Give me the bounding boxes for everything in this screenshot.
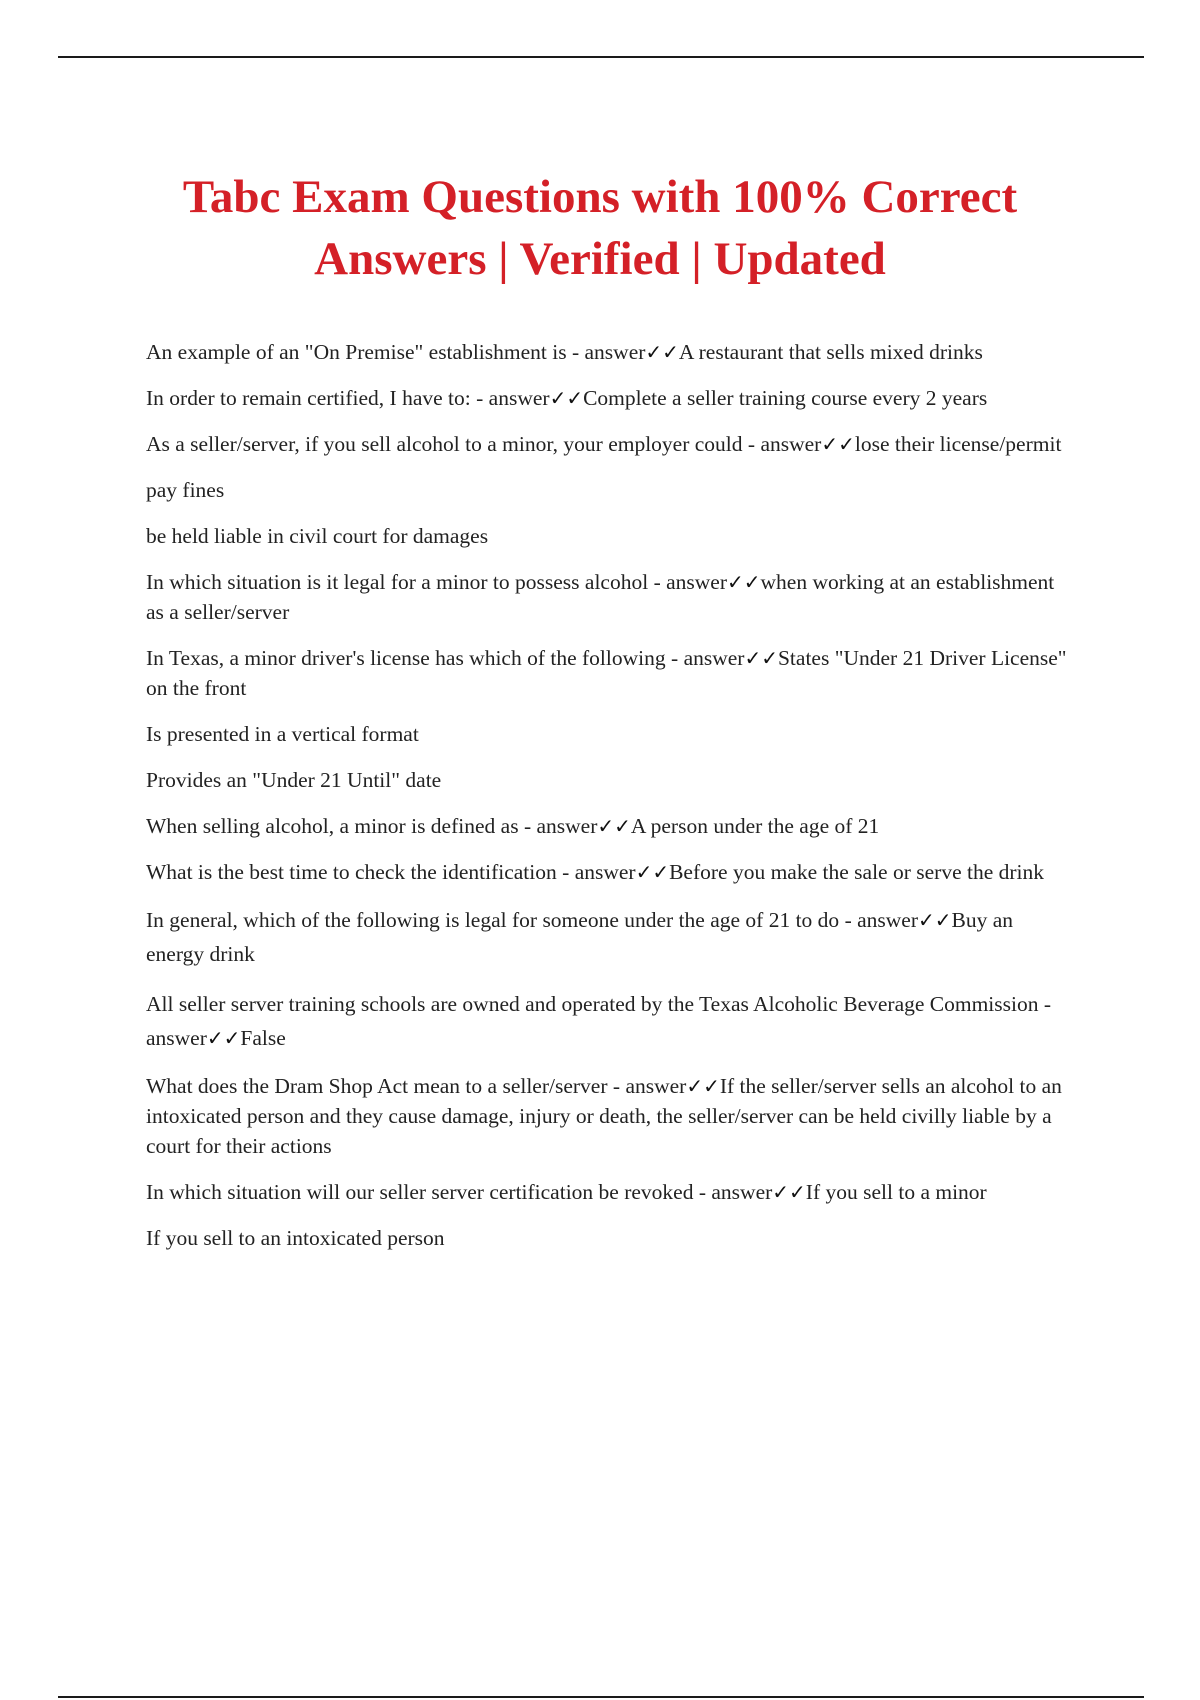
check-icon: ✓✓ xyxy=(918,908,952,932)
qa-list xyxy=(146,337,1076,1269)
qa-entry: In which situation will our seller server certification be revoked - answer✓✓If you sell to a minor xyxy=(146,1180,987,1204)
check-icon: ✓✓ xyxy=(635,860,670,884)
check-icon: ✓✓ xyxy=(744,646,778,670)
top-rule xyxy=(58,56,1144,58)
document-title: Tabc Exam Questions with 100% Correct Answers | Verified | Updated xyxy=(182,171,1018,285)
check-icon: ✓✓ xyxy=(821,432,855,456)
answer-continuation: pay fines xyxy=(146,478,225,502)
answer-continuation: Provides an "Under 21 Until" date xyxy=(146,768,442,792)
qa-entry: All seller server training schools are owned and operated by the Texas Alcoholic Beverage Commission - answer✓✓False xyxy=(146,992,1052,1050)
qa-entry: What does the Dram Shop Act mean to a seller/server - answer✓✓If the seller/server sells an alcohol to an intoxicated person and they cause damage, injury or death, the seller/server can be held civilly liable by a court for their actions xyxy=(146,1074,1062,1158)
qa-entry: In which situation is it legal for a minor to possess alcohol - answer✓✓when working at an establishment as a seller/server xyxy=(146,570,1055,624)
qa-entry: As a seller/server, if you sell alcohol to a minor, your employer could - answer✓✓lose their license/permit xyxy=(146,432,1062,456)
check-icon: ✓✓ xyxy=(549,386,584,410)
check-icon: ✓✓ xyxy=(772,1180,806,1204)
qa-entry: An example of an "On Premise" establishment is - answer✓✓A restaurant that sells mixed drinks xyxy=(146,340,983,364)
qa-entry: When selling alcohol, a minor is defined as - answer✓✓A person under the age of 21 xyxy=(146,814,880,838)
check-icon: ✓✓ xyxy=(727,570,761,594)
bottom-rule xyxy=(58,1696,1144,1698)
qa-entry: In general, which of the following is legal for someone under the age of 21 to do - answer✓✓Buy an energy drink xyxy=(146,908,1014,966)
check-icon: ✓✓ xyxy=(206,1026,241,1050)
answer-continuation: Is presented in a vertical format xyxy=(146,722,419,746)
answer-continuation: If you sell to an intoxicated person xyxy=(146,1226,445,1250)
check-icon: ✓✓ xyxy=(645,340,679,364)
check-icon: ✓✓ xyxy=(597,814,631,838)
check-icon: ✓✓ xyxy=(686,1074,720,1098)
qa-entry: In order to remain certified, I have to: - answer✓✓Complete a seller training course every 2 years xyxy=(146,386,988,410)
qa-entry: In Texas, a minor driver's license has which of the following - answer✓✓States "Under 21 Driver License" on the front xyxy=(146,646,1067,700)
qa-entry: What is the best time to check the identification - answer✓✓Before you make the sale or serve the drink xyxy=(146,860,1045,884)
answer-continuation: be held liable in civil court for damages xyxy=(146,524,489,548)
